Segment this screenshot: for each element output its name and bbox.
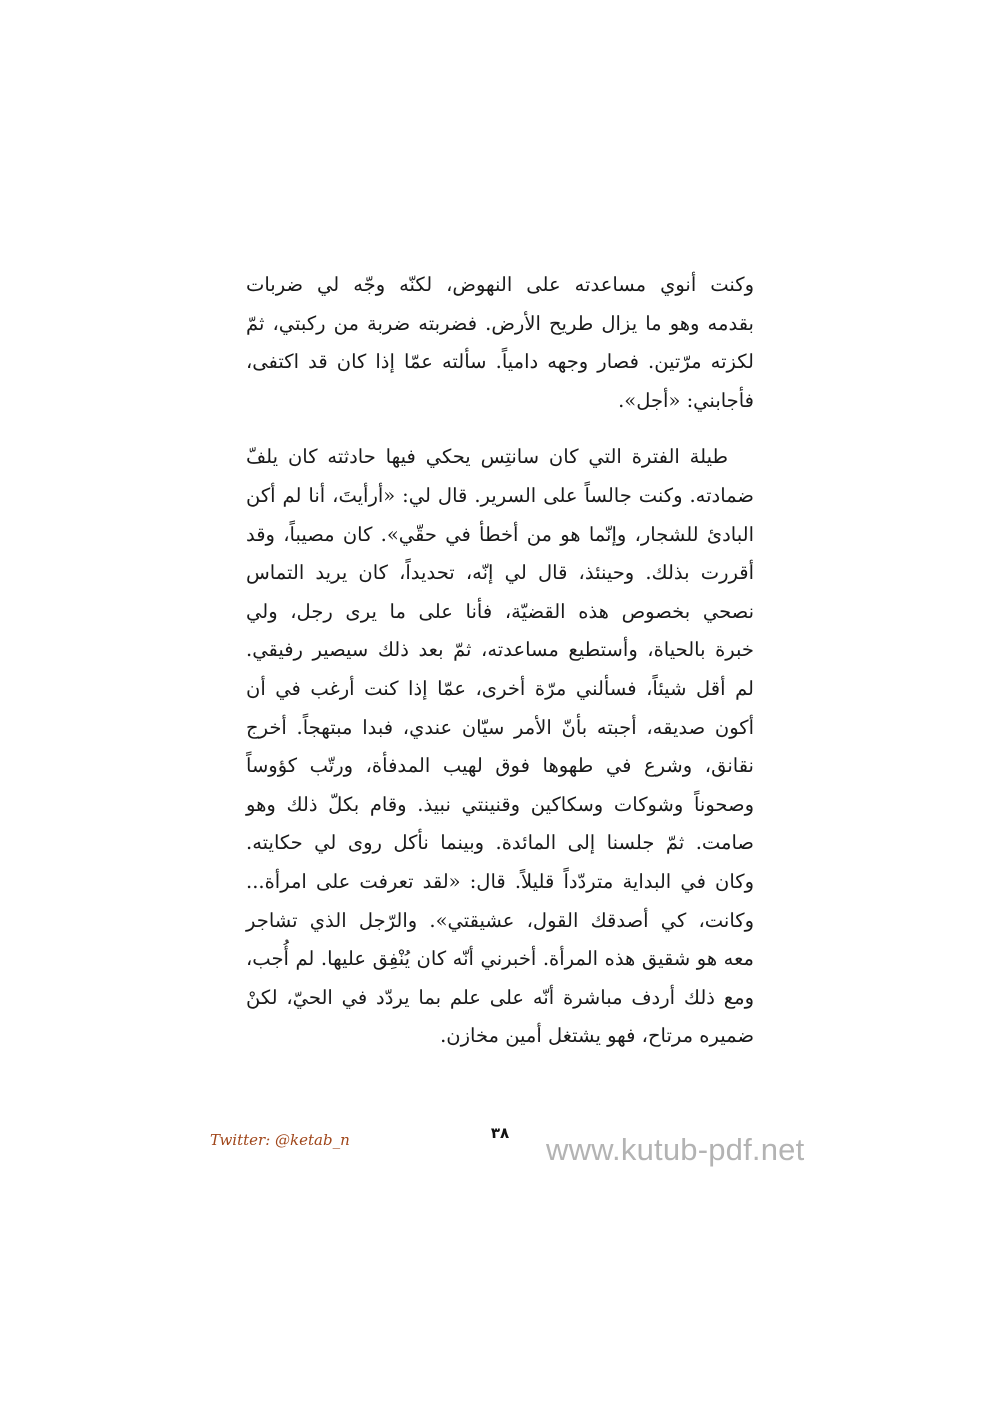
text-line: ضمادته. وكنت جالساً على السرير. قال لي: «أرأيتَ، أنا لم أكن: [246, 483, 754, 507]
text-line: وصحوناً وشوكات وسكاكين وقنينتي نبيذ. وقام بكلّ ذلك وهو: [246, 792, 754, 816]
text-line: معه هو شقيق هذه المرأة. أخبرني أنّه كان يُنْفِق عليها. لم أُجب،: [246, 947, 754, 971]
paragraph-2: [246, 438, 754, 1056]
text-line: ومع ذلك أردف مباشرة أنّه على علم بما يردّد في الحيّ، لكنْ: [246, 985, 754, 1009]
text-line: بقدمه وهو ما يزال طريح الأرض. فضربته ضربة من ركبتي، ثمّ: [246, 311, 754, 335]
text-line: لم أقل شيئاً، فسألني مرّة أخرى، عمّا إذا كنت أرغب في أن: [246, 676, 754, 700]
text-line: خبرة بالحياة، وأستطيع مساعدته، ثمّ بعد ذلك سيصير رفيقي.: [246, 638, 754, 662]
text-line: طيلة الفترة التي كان سانتِس يحكي فيها حادثته كان يلفّ: [246, 445, 728, 469]
text-line: نقانق، وشرع في طهوها فوق لهيب المدفأة، ورتّب كؤوساً: [246, 754, 754, 778]
text-line: البادئ للشجار، وإنّما هو من أخطأ في حقّي». كان مصيباً، وقد: [246, 522, 754, 546]
text-line: أقررت بذلك. وحينئذ، قال لي إنّه، تحديداً، كان يريد التماس: [246, 561, 754, 585]
twitter-handle: Twitter: @ketab_n: [210, 1131, 350, 1149]
watermark: www.kutub-pdf.net: [546, 1132, 805, 1167]
text-line: صامت. ثمّ جلسنا إلى المائدة. وبينما نأكل روى لي حكايته.: [246, 831, 754, 855]
paragraph-spacer: [246, 420, 754, 438]
text-line: أكون صديقه، أجبته بأنّ الأمر سيّان عندي، فبدا مبتهجاً. أخرج: [246, 715, 754, 739]
paragraph-1: [246, 266, 754, 420]
text-line: ضميره مرتاح، فهو يشتغل أمين مخازن.: [440, 1024, 754, 1048]
text-line: نصحي بخصوص هذه القضيّة، فأنا على ما يرى رجل، ولي: [246, 599, 754, 623]
text-line: وكنت أنوي مساعدته على النهوض، لكنّه وجّه لي ضربات: [246, 273, 754, 296]
page-number: ٣٨: [490, 1124, 510, 1142]
text-line: لكزته مرّتين. فصار وجهه دامياً. سألته عمّا إذا كان قد اكتفى،: [246, 350, 754, 374]
text-line: وكانت، كي أصدقك القول، عشيقتي». والرّجل الذي تشاجر: [246, 908, 754, 932]
text-line: وكان في البداية متردّداً قليلاً. قال: «لقد تعرفت على امرأة...: [246, 869, 754, 893]
body-text: [246, 266, 754, 1056]
text-line: فأجابني: «أجل».: [618, 388, 754, 412]
